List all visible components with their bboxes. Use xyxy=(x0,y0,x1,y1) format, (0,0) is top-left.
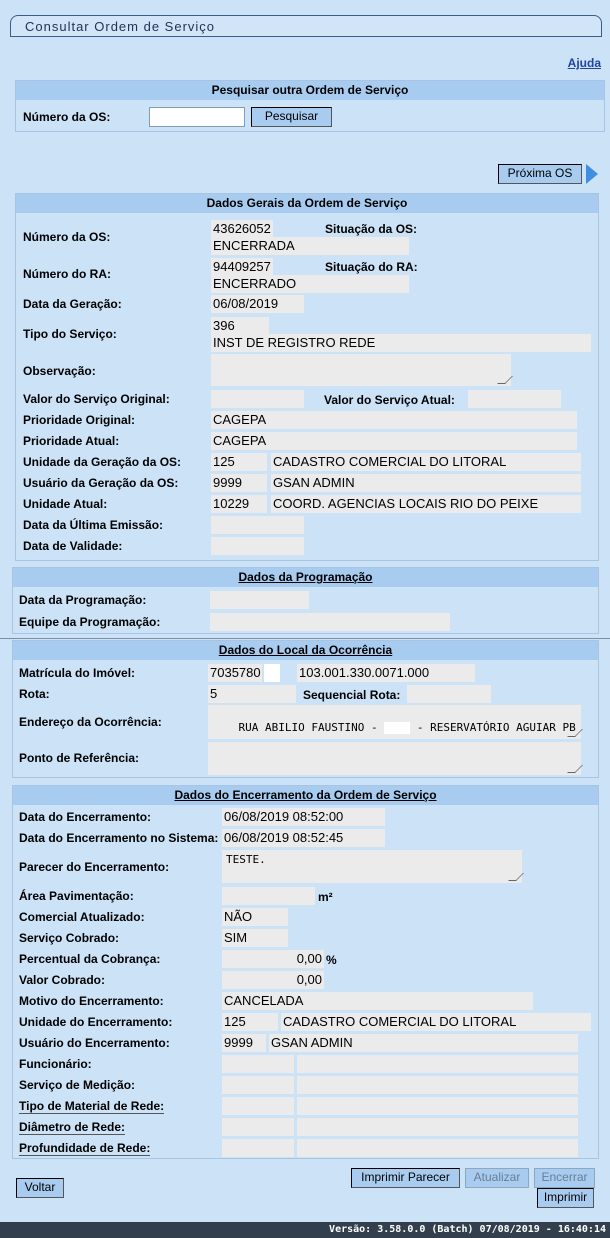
curr-unit-label: Unidade Atual: xyxy=(23,497,108,511)
curr-priority-field: CAGEPA xyxy=(211,432,577,450)
sys-close-date-label: Data do Encerramento no Sistema: xyxy=(19,831,219,845)
close-user-code-field: 9999 xyxy=(222,1034,266,1052)
close-user-label: Usuário do Encerramento: xyxy=(19,1036,170,1050)
location-panel-header: Dados do Local da Ocorrência xyxy=(13,641,598,660)
search-button[interactable]: Pesquisar xyxy=(251,107,332,127)
curr-unit-code-field: 10229 xyxy=(211,495,267,513)
close-unit-label: Unidade do Encerramento: xyxy=(19,1015,173,1029)
programming-panel-header: Dados da Programação xyxy=(13,568,598,587)
address-textarea[interactable] xyxy=(208,705,581,739)
obs-textarea[interactable] xyxy=(211,354,511,386)
orig-value-label: Valor do Serviço Original: xyxy=(23,392,170,406)
gen-date-label: Data da Geração: xyxy=(23,297,122,311)
close-button[interactable]: Encerrar xyxy=(534,1168,595,1188)
charge-percent-label: Percentual da Cobrança: xyxy=(19,952,161,966)
search-os-label: Número da OS: xyxy=(23,110,111,124)
service-type-code-field: 396 xyxy=(211,317,269,335)
depth-code-field xyxy=(222,1139,294,1157)
reason-label: Motivo do Encerramento: xyxy=(19,994,164,1008)
address-part2: - RESERVATÓRIO AGUIAR PB xyxy=(416,721,576,734)
close-unit-code-field: 125 xyxy=(222,1013,278,1031)
opinion-label: Parecer do Encerramento: xyxy=(19,860,170,874)
service-charged-field: SIM xyxy=(222,929,288,947)
obs-label: Observação: xyxy=(23,364,96,378)
print-opinion-button[interactable]: Imprimir Parecer xyxy=(351,1168,460,1188)
measurement-label: Serviço de Medição: xyxy=(19,1078,136,1092)
curr-value-label: Valor do Serviço Atual: xyxy=(324,393,455,407)
employee-label: Funcionário: xyxy=(19,1057,92,1071)
paving-unit-label: m² xyxy=(318,890,333,904)
registration-field: 7035780 xyxy=(210,665,261,680)
reference-label: Ponto de Referência: xyxy=(19,751,140,765)
next-arrow-icon[interactable] xyxy=(586,164,598,184)
ra-status-field: ENCERRADO xyxy=(211,275,409,293)
os-number-field: 43626052 xyxy=(211,220,273,238)
general-panel-header: Dados Gerais da Ordem de Serviço xyxy=(16,194,598,213)
commercial-updated-field: NÃO xyxy=(222,908,288,926)
address-label: Endereço da Ocorrência: xyxy=(19,715,162,729)
paving-area-label: Área Pavimentação: xyxy=(19,889,134,903)
depth-name-field xyxy=(297,1139,578,1157)
diameter-name-field xyxy=(297,1118,578,1136)
close-date-field: 06/08/2019 08:52:00 xyxy=(222,808,385,826)
route-field: 5 xyxy=(208,685,296,703)
prog-date-field xyxy=(210,591,309,609)
divider-line xyxy=(0,638,610,639)
employee-code-field xyxy=(222,1055,294,1073)
route-seq-field xyxy=(407,685,491,703)
close-user-name-field: GSAN ADMIN xyxy=(269,1034,578,1052)
prog-date-label: Data da Programação: xyxy=(19,593,147,607)
page-title: Consultar Ordem de Serviço xyxy=(10,15,602,37)
os-number-label: Número da OS: xyxy=(23,230,111,244)
service-type-desc-field: INST DE REGISTRO REDE xyxy=(211,334,591,352)
gen-user-name-field: GSAN ADMIN xyxy=(271,474,581,492)
gen-unit-name-field: CADASTRO COMERCIAL DO LITORAL xyxy=(271,453,581,471)
registration-dv-field xyxy=(264,664,280,682)
gen-user-code-field: 9999 xyxy=(211,474,267,492)
diameter-code-field xyxy=(222,1118,294,1136)
opinion-textarea[interactable]: TESTE. xyxy=(222,850,522,883)
route-seq-label: Sequencial Rota: xyxy=(303,688,401,702)
prog-team-field xyxy=(210,613,450,631)
material-code-field xyxy=(222,1097,294,1115)
curr-unit-name-field: COORD. AGENCIAS LOCAIS RIO DO PEIXE xyxy=(271,495,581,513)
route-label: Rota: xyxy=(19,687,50,701)
general-panel xyxy=(15,193,599,561)
paving-area-field xyxy=(222,887,315,905)
close-date-label: Data do Encerramento: xyxy=(19,810,152,824)
address-blank xyxy=(384,722,410,734)
gen-unit-label: Unidade da Geração da OS: xyxy=(23,455,182,469)
ra-number-label: Número do RA: xyxy=(23,267,111,281)
commercial-updated-label: Comercial Atualizado: xyxy=(19,910,145,924)
orig-priority-label: Prioridade Original: xyxy=(23,413,136,427)
search-panel xyxy=(15,80,605,132)
ra-number-field: 94409257 xyxy=(211,258,273,276)
closing-panel xyxy=(12,785,599,1159)
version-footer: Versão: 3.58.0.0 (Batch) 07/08/2019 - 16:40:14 xyxy=(0,1222,610,1238)
employee-name-field xyxy=(297,1055,578,1073)
charged-value-label: Valor Cobrado: xyxy=(19,973,106,987)
last-emission-field xyxy=(211,516,304,534)
next-os-button[interactable]: Próxima OS xyxy=(498,164,582,184)
validity-label: Data de Validade: xyxy=(23,539,123,553)
ra-status-label: Situação do RA: xyxy=(325,260,418,274)
closing-panel-header: Dados do Encerramento da Ordem de Serviço xyxy=(13,786,598,805)
os-status-field: ENCERRADA xyxy=(211,237,409,255)
address-part1: RUA ABILIO FAUSTINO - xyxy=(238,721,378,734)
update-button[interactable]: Atualizar xyxy=(465,1168,529,1188)
gen-date-field: 06/08/2019 xyxy=(211,295,304,313)
service-charged-label: Serviço Cobrado: xyxy=(19,931,120,945)
print-button[interactable]: Imprimir xyxy=(537,1188,594,1208)
charged-value-field: 0,00 xyxy=(222,971,324,989)
registration-label: Matrícula do Imóvel: xyxy=(19,666,136,680)
reference-textarea[interactable] xyxy=(208,742,581,775)
material-label: Tipo de Material de Rede: xyxy=(19,1099,165,1113)
close-unit-name-field: CADASTRO COMERCIAL DO LITORAL xyxy=(281,1013,591,1031)
curr-priority-label: Prioridade Atual: xyxy=(23,434,120,448)
depth-label: Profundidade de Rede: xyxy=(19,1141,151,1155)
help-link[interactable]: Ajuda xyxy=(567,56,601,70)
search-panel-header: Pesquisar outra Ordem de Serviço xyxy=(16,81,604,100)
prog-team-label: Equipe da Programação: xyxy=(19,615,161,629)
inscription-field: 103.001.330.0071.000 xyxy=(297,664,475,682)
curr-value-field xyxy=(468,390,561,408)
sys-close-date-field: 06/08/2019 08:52:45 xyxy=(222,829,385,847)
material-name-field xyxy=(297,1097,578,1115)
gen-unit-code-field: 125 xyxy=(211,453,267,471)
validity-field xyxy=(211,537,304,555)
reason-field: CANCELADA xyxy=(222,992,533,1010)
orig-priority-field: CAGEPA xyxy=(211,411,577,429)
percent-unit-label: % xyxy=(326,953,337,967)
os-status-label: Situação da OS: xyxy=(325,222,418,236)
diameter-label: Diâmetro de Rede: xyxy=(19,1120,126,1134)
programming-panel xyxy=(12,567,599,634)
measurement-code-field xyxy=(222,1076,294,1094)
measurement-name-field xyxy=(297,1076,578,1094)
back-button[interactable]: Voltar xyxy=(16,1178,64,1198)
service-type-label: Tipo do Serviço: xyxy=(23,327,117,341)
location-panel xyxy=(12,640,599,778)
charge-percent-field: 0,00 xyxy=(222,950,324,968)
search-os-input[interactable] xyxy=(149,107,245,127)
gen-user-label: Usuário da Geração da OS: xyxy=(23,476,179,490)
last-emission-label: Data da Última Emissão: xyxy=(23,518,164,532)
orig-value-field xyxy=(211,390,304,408)
